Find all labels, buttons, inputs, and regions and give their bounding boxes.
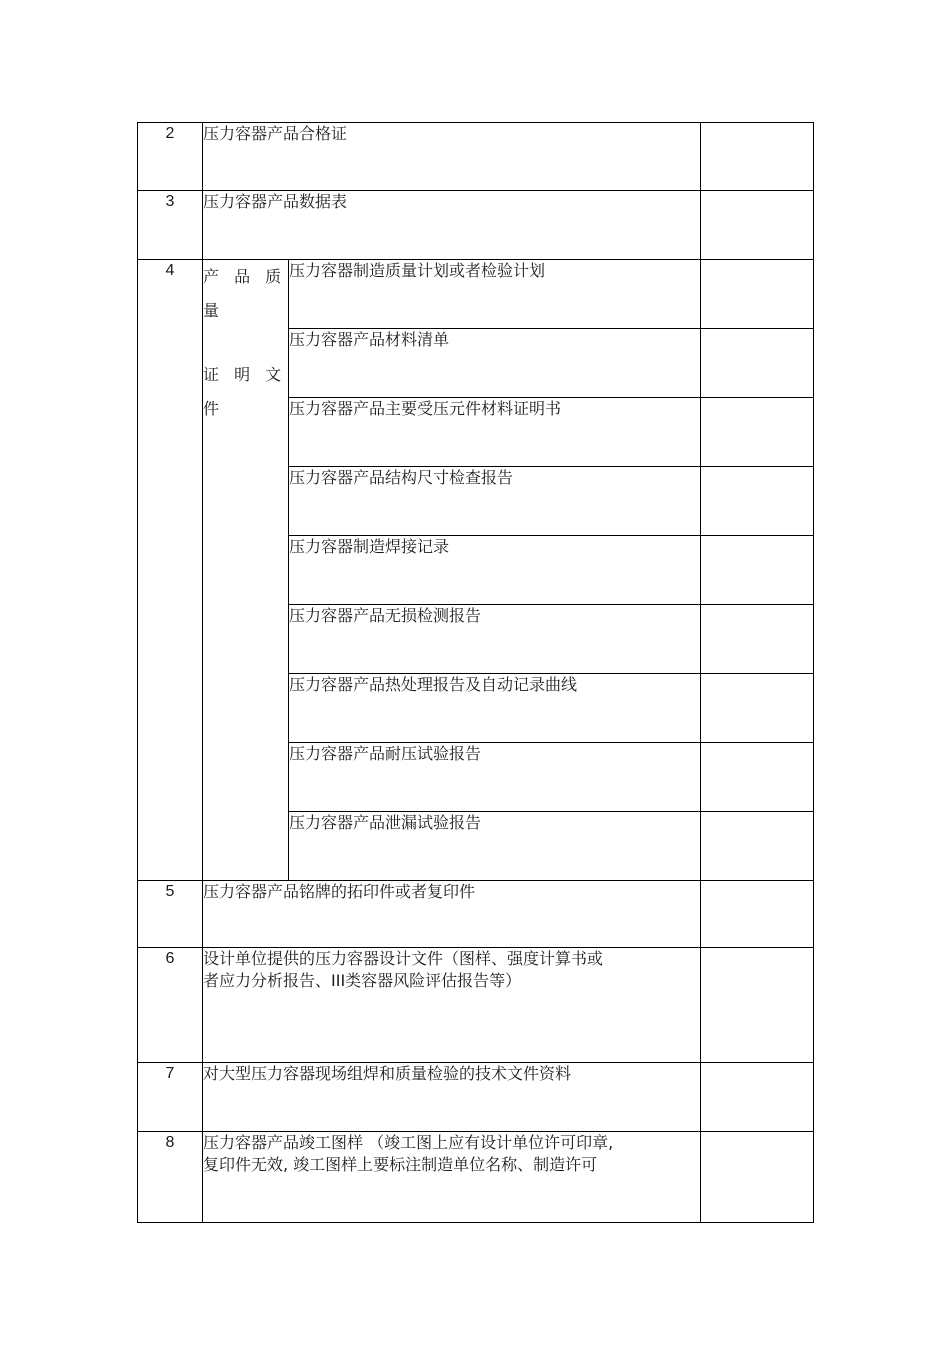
table-row (138, 123, 814, 191)
row-item-text (203, 1132, 701, 1223)
table-row (138, 948, 814, 1063)
row-number: 2 (138, 123, 203, 191)
row-item-line: 设计单位提供的压力容器设计文件（图样、强度计算书或 (203, 949, 604, 968)
row-check-cell (701, 123, 814, 191)
row-item-text: 对大型压力容器现场组焊和质量检验的技术文件资料 (203, 1063, 701, 1132)
table-row (138, 881, 814, 948)
group-label-line: 量 (203, 301, 225, 320)
row-number: 4 (138, 260, 203, 881)
row-item-text: 压力容器产品合格证 (203, 123, 701, 191)
row-check-cell (701, 467, 814, 536)
group-label-line: 件 (203, 399, 225, 418)
group-label-line: 产 品 质 (203, 267, 287, 286)
sub-item-text: 压力容器制造质量计划或者检验计划 (289, 260, 701, 329)
row-check-cell (701, 1132, 814, 1223)
row-number: 3 (138, 191, 203, 260)
document-checklist-table (137, 122, 814, 1223)
table-row (138, 191, 814, 260)
sub-item-text: 压力容器产品主要受压元件材料证明书 (289, 398, 701, 467)
row-number: 5 (138, 881, 203, 948)
group-label (203, 260, 288, 426)
row-check-cell (701, 743, 814, 812)
sub-item-text: 压力容器产品热处理报告及自动记录曲线 (289, 674, 701, 743)
row-item-text: 压力容器产品数据表 (203, 191, 701, 260)
row-number: 8 (138, 1132, 203, 1223)
row-number: 7 (138, 1063, 203, 1132)
sub-item-text: 压力容器产品耐压试验报告 (289, 743, 701, 812)
row-check-cell (701, 605, 814, 674)
row-check-cell (701, 329, 814, 398)
sub-item-text: 压力容器产品结构尺寸检查报告 (289, 467, 701, 536)
row-check-cell (701, 812, 814, 881)
row-check-cell (701, 536, 814, 605)
group-label-line: 证 明 文 (203, 365, 287, 384)
row-check-cell (701, 398, 814, 467)
row-item-line: 复印件无效, 竣工图样上要标注制造单位名称、制造许可 (203, 1155, 598, 1174)
row-check-cell (701, 260, 814, 329)
row-item-line: 者应力分析报告、III类容器风险评估报告等） (203, 971, 522, 990)
row-check-cell (701, 674, 814, 743)
table-row (138, 260, 814, 329)
sub-item-text: 压力容器产品无损检测报告 (289, 605, 701, 674)
sub-item-text: 压力容器产品泄漏试验报告 (289, 812, 701, 881)
row-item-line: 压力容器产品竣工图样 （竣工图上应有设计单位许可印章, (203, 1133, 614, 1152)
table-row (138, 1132, 814, 1223)
table-row (138, 1063, 814, 1132)
row-check-cell (701, 881, 814, 948)
row-number: 6 (138, 948, 203, 1063)
row-check-cell (701, 191, 814, 260)
row-item-text: 压力容器产品铭牌的拓印件或者复印件 (203, 881, 701, 948)
sub-item-text: 压力容器制造焊接记录 (289, 536, 701, 605)
row-check-cell (701, 1063, 814, 1132)
sub-item-text: 压力容器产品材料清单 (289, 329, 701, 398)
group-label-cell (203, 260, 289, 881)
row-item-text (203, 948, 701, 1063)
row-check-cell (701, 948, 814, 1063)
